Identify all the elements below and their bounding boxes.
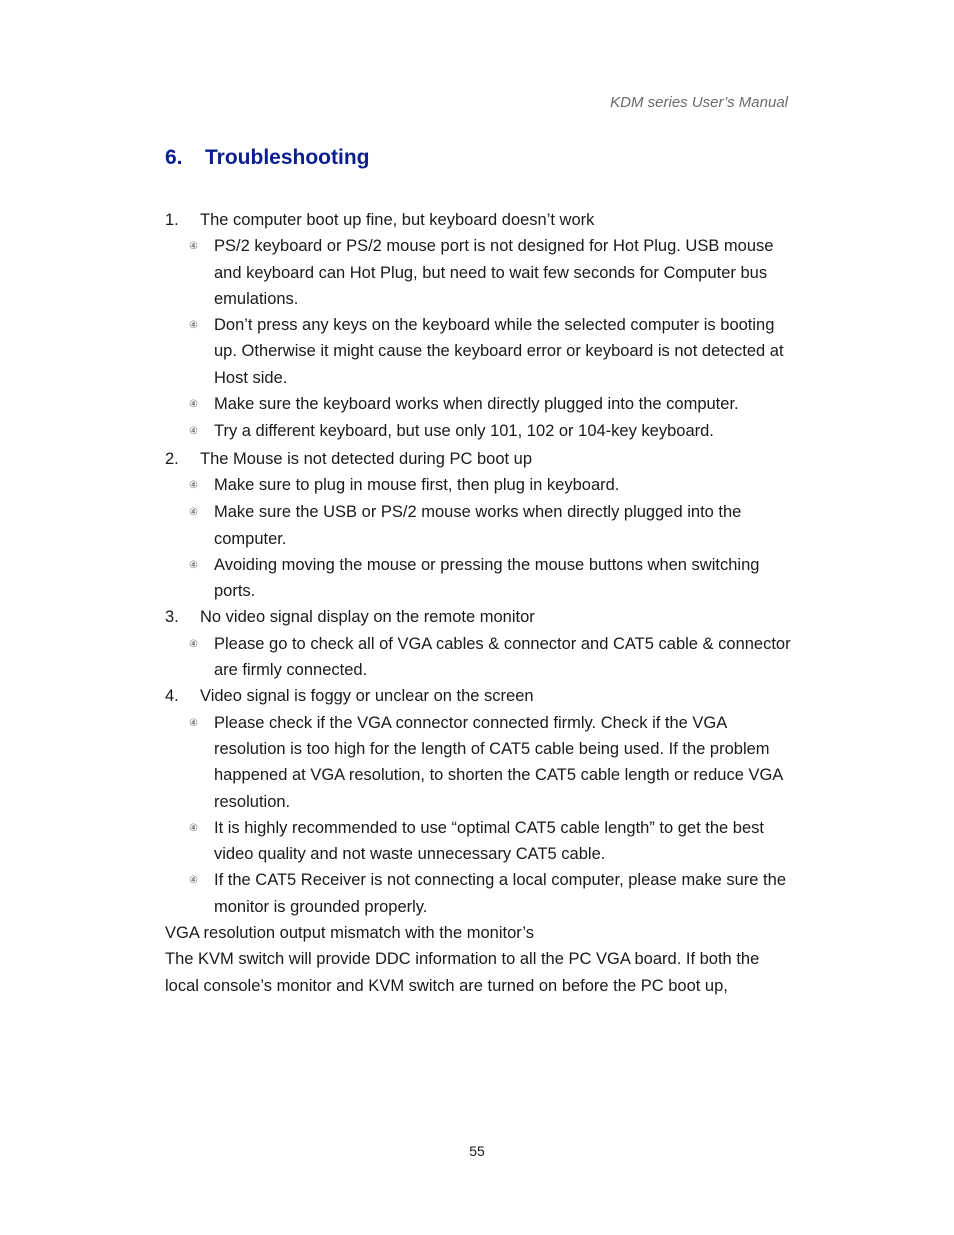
issues-list	[165, 207, 795, 920]
issue-number: 3.	[165, 608, 179, 627]
bullet-text: Don’t press any keys on the keyboard while the selected computer is booting up. Otherwise it might cause the keyboard error or keyboard is not detected at Host side.	[214, 316, 784, 387]
issue-item	[165, 446, 795, 605]
list-item	[165, 472, 795, 499]
bullet-list	[165, 710, 795, 920]
running-header: KDM series User’s Manual	[610, 94, 788, 111]
bullet-icon: ④	[189, 241, 198, 253]
issue-title-text: The computer boot up fine, but keyboard doesn’t work	[200, 211, 595, 229]
issue-title	[165, 446, 795, 472]
bullet-text: PS/2 keyboard or PS/2 mouse port is not designed for Hot Plug. USB mouse and keyboard can Hot Plug, but need to wait few seconds for Computer bus emulations.	[214, 237, 774, 308]
bullet-icon: ④	[189, 559, 198, 571]
issue-title	[165, 683, 795, 709]
list-item	[165, 552, 795, 605]
bullet-text: Please go to check all of VGA cables & connector and CAT5 cable & connector are firmly connected.	[214, 634, 791, 680]
issue-item	[165, 683, 795, 920]
section-heading	[165, 145, 369, 171]
bullet-icon: ④	[189, 507, 198, 519]
issue-title	[165, 207, 795, 233]
bullet-text: It is highly recommended to use “optimal CAT5 cable length” to get the best video quality and not waste unnecessary CAT5 cable.	[214, 818, 764, 864]
bullet-icon: ④	[189, 479, 198, 491]
bullet-icon: ④	[189, 875, 198, 887]
bullet-text: Avoiding moving the mouse or pressing the mouse buttons when switching ports.	[214, 555, 760, 601]
issue-number: 2.	[165, 449, 179, 468]
bullet-icon: ④	[189, 399, 198, 411]
subheading-vga-mismatch: VGA resolution output mismatch with the monitor’s	[165, 924, 534, 943]
list-item	[165, 631, 795, 684]
bullet-icon: ④	[189, 822, 198, 834]
issue-title-text: No video signal display on the remote monitor	[200, 608, 535, 627]
issue-title	[165, 604, 795, 630]
bullet-icon: ④	[189, 426, 198, 438]
bullet-text: Make sure the USB or PS/2 mouse works when directly plugged into the computer.	[214, 503, 742, 548]
bullet-list	[165, 233, 795, 445]
issue-item	[165, 604, 795, 683]
bullet-list	[165, 472, 795, 604]
bullet-icon: ④	[189, 717, 198, 729]
paragraph-ddc-info: The KVM switch will provide DDC information to all the PC VGA board. If both the local console’s monitor and KVM switch are turned on before the PC boot up,	[165, 950, 760, 995]
bullet-icon: ④	[189, 320, 198, 332]
bullet-icon: ④	[189, 638, 198, 650]
bullet-text: If the CAT5 Receiver is not connecting a local computer, please make sure the monitor is grounded properly.	[214, 871, 786, 916]
list-item	[165, 312, 795, 391]
list-item	[165, 710, 795, 815]
section-number: 6.	[165, 146, 183, 169]
list-item	[165, 867, 795, 920]
bullet-text: Please check if the VGA connector connected firmly. Check if the VGA resolution is too high for the length of CAT5 cable being used. If the problem happened at VGA resolution, to shorten the CAT5 cable length or reduce VGA resolution.	[214, 713, 783, 811]
issue-number: 4.	[165, 687, 179, 706]
issue-item	[165, 207, 795, 446]
bullet-list	[165, 631, 795, 684]
list-item	[165, 815, 795, 868]
list-item	[165, 233, 795, 312]
issue-number: 1.	[165, 211, 179, 229]
section-title: Troubleshooting	[205, 146, 370, 169]
bullet-text: Try a different keyboard, but use only 101, 102 or 104-key keyboard.	[214, 422, 714, 441]
list-item	[165, 499, 795, 552]
list-item	[165, 418, 795, 445]
bullet-text: Make sure the keyboard works when directly plugged into the computer.	[214, 395, 739, 414]
troubleshooting-content	[165, 207, 795, 999]
issue-title-text: The Mouse is not detected during PC boot up	[200, 449, 533, 468]
page-number: 55	[469, 1143, 485, 1159]
list-item	[165, 391, 795, 418]
issue-title-text: Video signal is foggy or unclear on the screen	[200, 687, 534, 706]
bullet-text: Make sure to plug in mouse first, then plug in keyboard.	[214, 475, 620, 494]
